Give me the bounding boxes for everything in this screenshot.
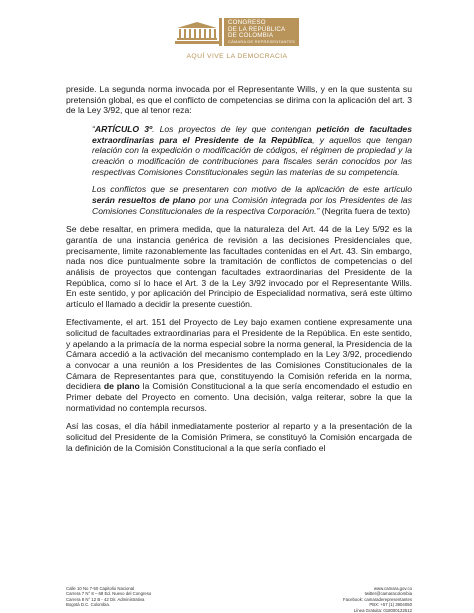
quote-1-part-a: . Los proyectos de ley que contengan bbox=[152, 123, 317, 134]
paragraph-3-part-c: la Comisión Constitucional a la que sería encomendado el estudio en Primer debate del Proyecto en comento. Una decisión, valga reiterar, sobre la que la normatividad no contempla recursos. bbox=[66, 381, 413, 413]
paragraph-2: Se debe resaltar, en primera medida, que la naturaleza del Art. 44 de la Ley 5/92 es la garantía de una instancia genérica de revisión a las decisiones Presidenciales que, precisamente, limite razonablemente las facultades contenidas en el Art. 43. Sin embargo, nada nos dice puntualmente sobre la tramitación de conflictos de competencias o del análisis de proyectos que contengan facultades extraordinarias del Presidente de la República, como sí lo hace el Art. 3 de la Ley 3/92 invocado por el Representante Wills. En este sentido, y por aplicación del Principio de Especialidad normativa, será este último artículo el llamado a decidir la presente cuestión. bbox=[66, 224, 412, 309]
emphasis-note: (Negrita fuera de texto) bbox=[319, 205, 411, 216]
footer-contact bbox=[343, 586, 412, 613]
tagline: AQUÍ VIVE LA DEMOCRACIA bbox=[186, 52, 288, 60]
congress-logo bbox=[175, 18, 299, 46]
quote-2-part-c: por una Comisión integrada por los Presidentes de las Comisiones Constitucionales de la respectiva Corporación.” bbox=[92, 194, 413, 216]
footer-twitter: twitter@camaracolombia bbox=[364, 591, 412, 597]
paragraph-4: Así las cosas, el día hábil inmediatamente posterior al reparto y a la presentación de la solicitud del Presidente de la Comisión Primera, se constituyó la Comisión encargada de la definición de la Comisión Constitucional a la que sería confiado el bbox=[66, 421, 412, 453]
footer-left-line: Carrera 7 N° 8 – 68 Ed. Nuevo del Congreso bbox=[66, 591, 152, 597]
quote-paragraph-1 bbox=[92, 124, 412, 177]
logo-line-3: DE COLOMBIA bbox=[228, 32, 274, 39]
footer-toll-free: Línea Gratuita: 018000122512 bbox=[353, 607, 412, 613]
logo-subline: CÁMARA DE REPRESENTANTES bbox=[228, 38, 295, 44]
footer-phone: PBX: +57 (1) 3904050 bbox=[369, 602, 412, 608]
footer-left-line: Bogotá D.C. Colombia. bbox=[66, 602, 110, 608]
paragraph-1: preside. La segunda norma invocada por el Representante Wills, y en la que sustenta su pretensión global, es que el conflicto de competencias se dirima con la aplicación del art. 3 de la Ley 3/92, que al tenor reza: bbox=[66, 84, 412, 116]
letterhead bbox=[0, 18, 474, 78]
document-body bbox=[66, 84, 412, 461]
logo-line-2: DE LA REPÚBLICA bbox=[228, 25, 286, 33]
article-heading: ARTÍCULO 3º bbox=[94, 123, 153, 134]
quote-1-bold: petición de facultades extraordinarias para el Presidente de la República bbox=[92, 123, 412, 145]
logo-text-box bbox=[222, 18, 299, 46]
quote-2-bold: serán resueltos de plano bbox=[92, 194, 196, 205]
paragraph-3 bbox=[66, 317, 412, 413]
footer-website: www.camara.gov.co bbox=[373, 586, 412, 591]
footer-left-line: Carrera 8 N° 12 B - 42 Dir. Administrativa bbox=[66, 596, 145, 602]
quote-paragraph-2 bbox=[92, 184, 412, 216]
quote-2-part-a: Los conflictos que se presentaren con motivo de la aplicación de este artículo bbox=[92, 184, 412, 195]
quote-open-mark: “ bbox=[92, 123, 95, 134]
paragraph-3-part-a: Efectivamente, el art. 151 del Proyecto de Ley bajo examen contiene expresamente una solicitud de facultades extraordinarias para el Presidente de la República. En este sentido, y apelando a la primacía de la norma especial sobre la norma general, la Presidencia de la Cámara accedió a la activación del mecanismo contemplado en la Ley 3/92, procediendo a convocar a una reunión a los Presidentes de las Comisiones Constitucionales de la Cámara de Representantes para que, constituyendo la Comisión referida en la norma, decidiera bbox=[66, 317, 412, 392]
paragraph-3-bold: de plano bbox=[103, 381, 140, 392]
footer-facebook: Facebook: camaraderepresentantes bbox=[342, 596, 412, 602]
footer-address bbox=[66, 586, 151, 613]
logo-line-1: CONGRESO bbox=[228, 19, 266, 26]
footer-left-line: Calle 10 No 7-50 Capitolio Nacional bbox=[66, 586, 135, 591]
quote-1-part-c: , y aquellos que tengan relación con la expedición o modificación de códigos, el régimen de propiedad y la creación o modificación de contribuciones para fiscales serán conocidos por las respectivas Comisiones Constitucionales según las materias de su competencia. bbox=[92, 134, 412, 177]
capitol-building-icon bbox=[175, 19, 219, 45]
quoted-article bbox=[92, 124, 412, 216]
footer bbox=[66, 586, 412, 613]
